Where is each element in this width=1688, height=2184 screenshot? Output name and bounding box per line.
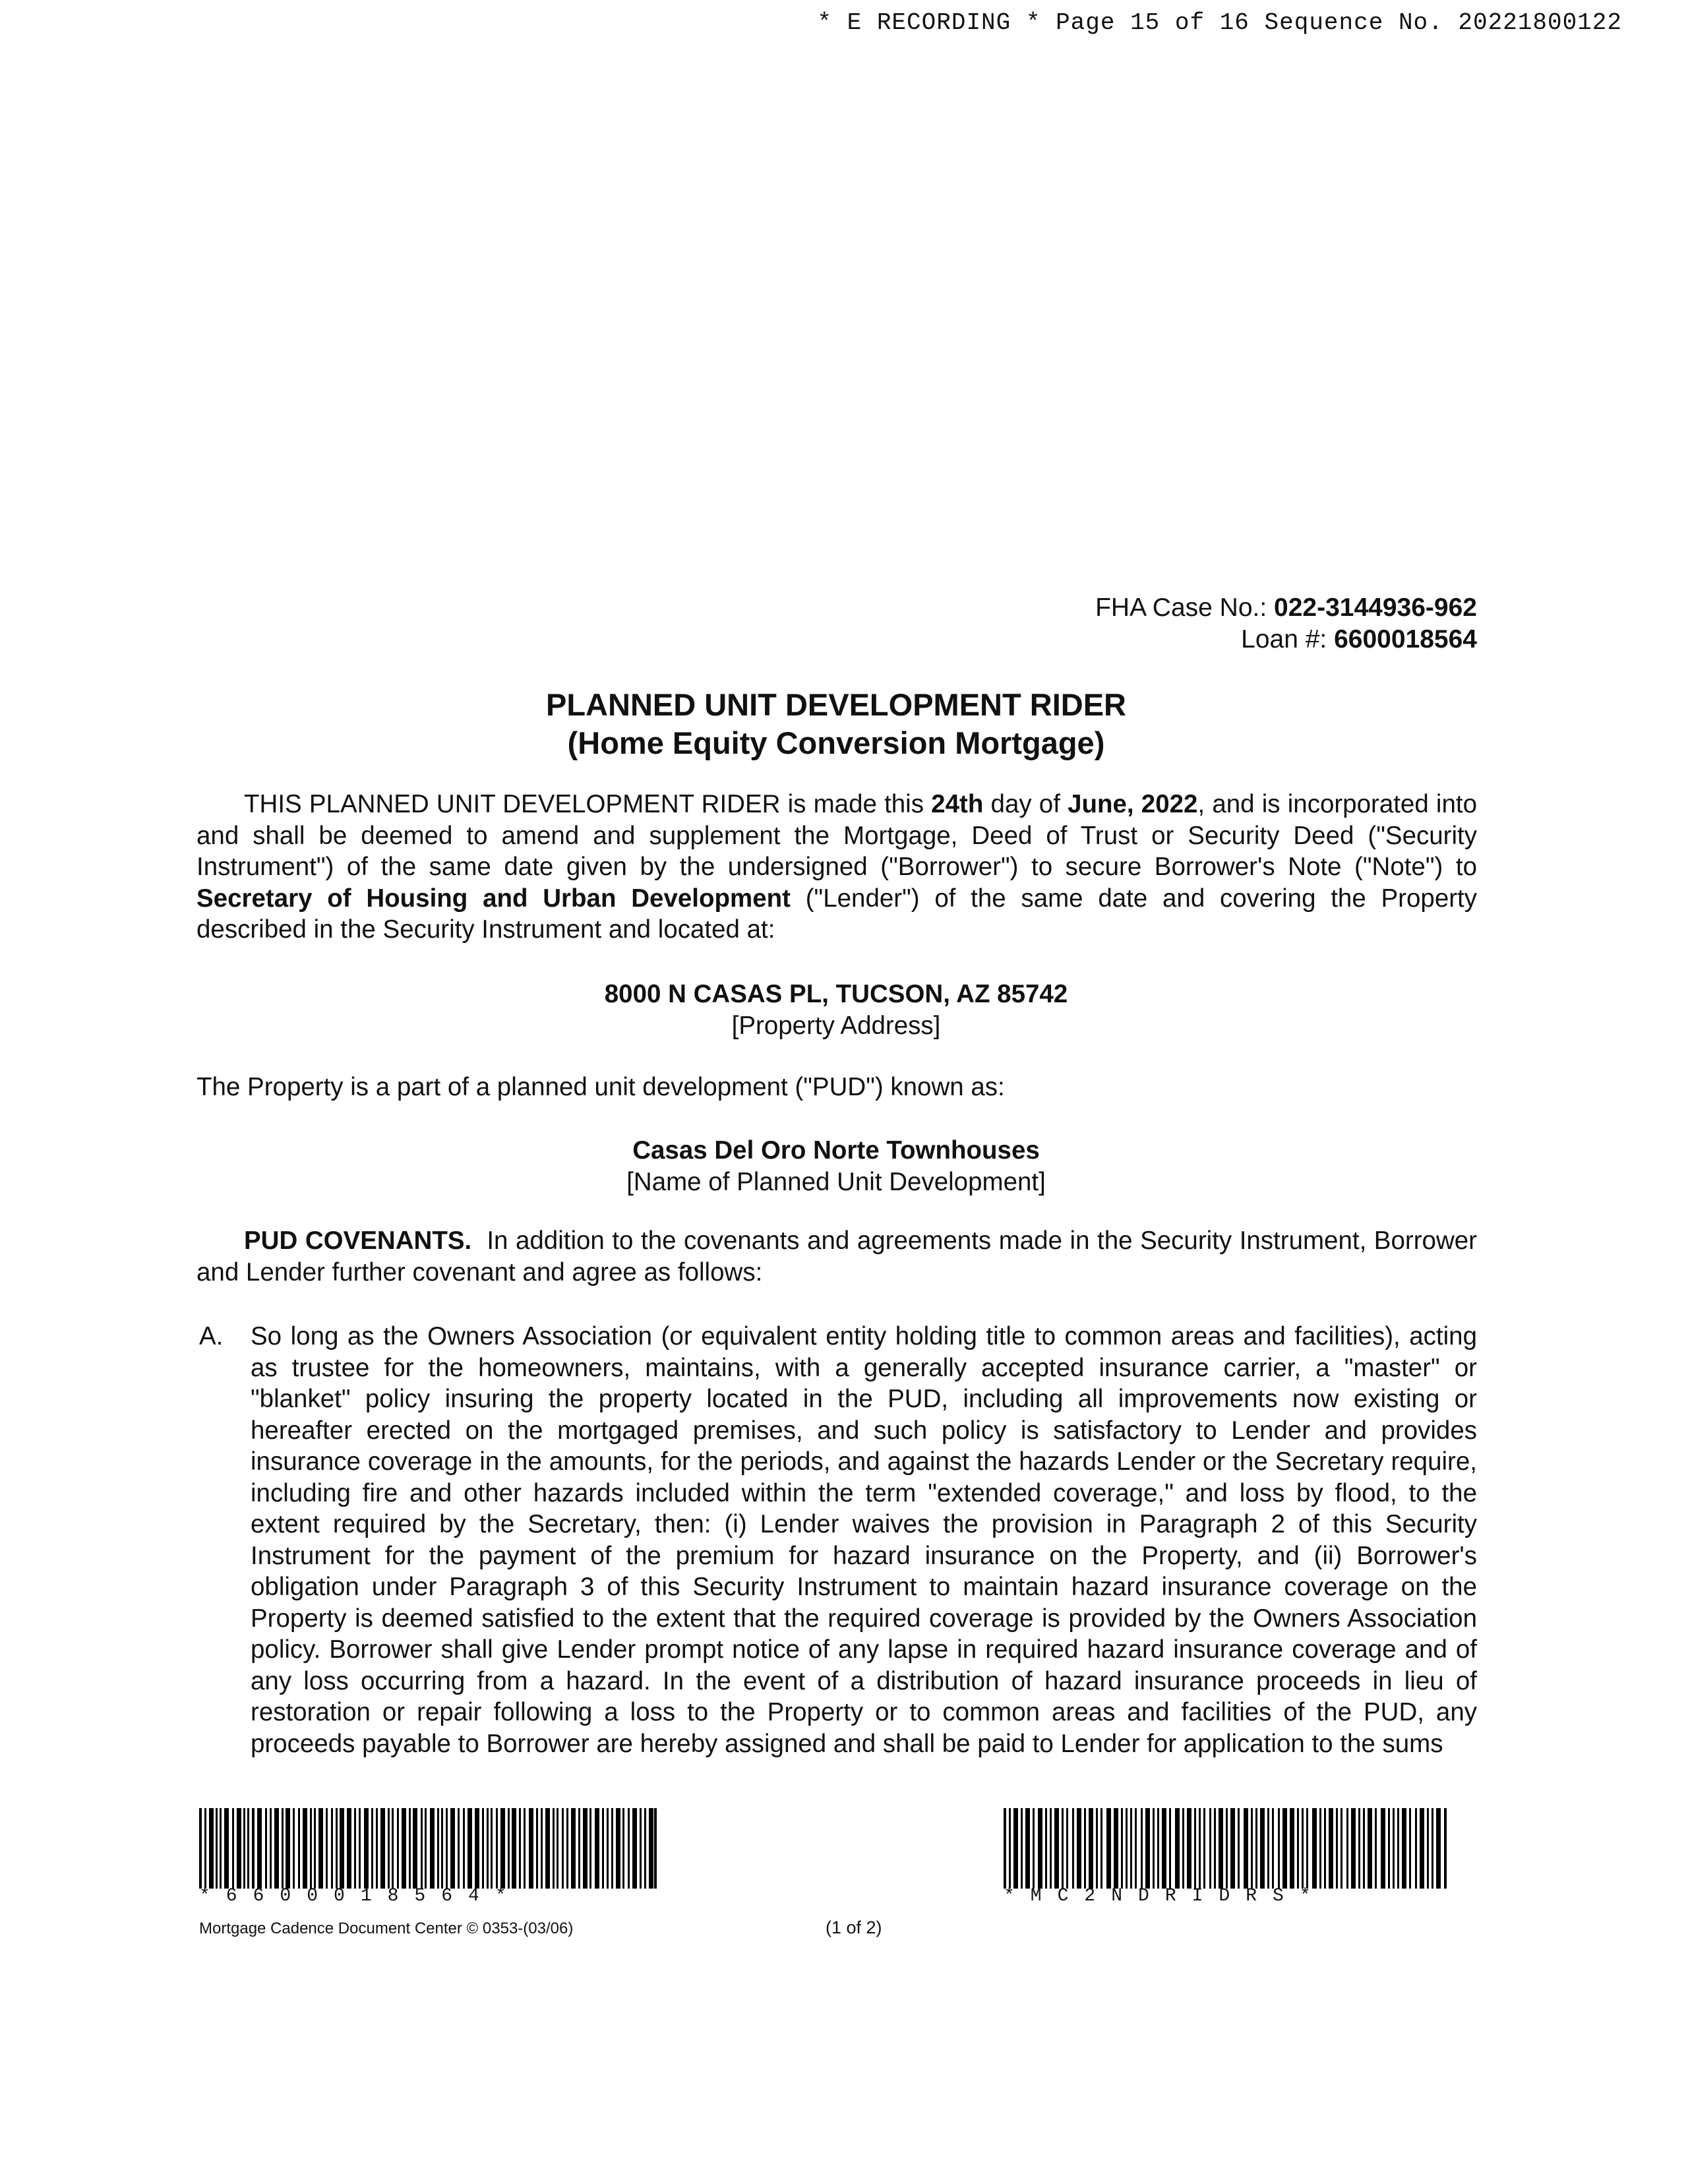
- loan-barcode-text: *6600018564*: [199, 1886, 522, 1906]
- loan-barcode: [199, 1808, 657, 1906]
- property-address: 8000 N CASAS PL, TUCSON, AZ 85742: [604, 980, 1068, 1008]
- loan-barcode-bars: [199, 1808, 657, 1889]
- form-barcode: [1004, 1808, 1449, 1906]
- pud-sentence: The Property is a part of a planned unit development ("PUD") known as:: [196, 1073, 1005, 1101]
- intro-paragraph: [196, 789, 1477, 946]
- pud-covenants-text: In addition to the covenants and agreements made in the Security Instrument, Borrower and Lender further covenant and agree as follows:: [196, 1227, 1477, 1287]
- pud-covenants-paragraph: [196, 1225, 1477, 1288]
- form-barcode-bars: [1004, 1808, 1449, 1889]
- loan-label: Loan #:: [1241, 625, 1327, 653]
- paragraph-a-label: A.: [199, 1322, 224, 1350]
- lender-name: Secretary of Housing and Urban Development: [196, 884, 791, 913]
- pud-name-caption: [Name of Planned Unit Development]: [626, 1167, 1046, 1196]
- intro-part-4: ("Lender") of the same date and covering the Property described in the Security Instrument and located at:: [196, 884, 1477, 944]
- property-address-block: [0, 979, 1672, 1041]
- fha-case-number: 022-3144936-962: [1274, 593, 1477, 622]
- pud-name-block: [0, 1135, 1672, 1198]
- intro-part-2: day of: [990, 790, 1060, 818]
- loan-line: [1095, 624, 1477, 655]
- document-center-footer: Mortgage Cadence Document Center © 0353-(03/06): [199, 1920, 574, 1937]
- case-info: [1095, 592, 1477, 655]
- pud-name: Casas Del Oro Norte Townhouses: [632, 1136, 1040, 1165]
- page-count: (1 of 2): [826, 1918, 882, 1937]
- title-line-1: PLANNED UNIT DEVELOPMENT RIDER: [546, 687, 1126, 722]
- title-line-2: (Home Equity Conversion Mortgage): [567, 725, 1105, 760]
- rider-day: 24th: [931, 790, 984, 818]
- pud-covenants-heading: PUD COVENANTS.: [244, 1227, 472, 1255]
- paragraph-a-text: So long as the Owners Association (or equivalent entity holding title to common areas and facilities), acting as trustee for the homeowners, maintains, with a generally accepted insurance carrier, a "master" or "blanket" policy insuring the property located in the PUD, including all improvements now existing or hereafter erected on the mortgaged premises, and such policy is satisfactory to Lender and provides insurance coverage in the amounts, for the periods, and against the hazards Lender or the Secretary require, including fire and other hazards included within the term "extended coverage," and loss by flood, to the extent required by the Secretary, then: (i) Lender waives the provision in Paragraph 2 of this Security Instrument for the payment of the premium for hazard insurance on the Property, and (ii) Borrower's obligation under Paragraph 3 of this Security Instrument to maintain hazard insurance coverage on the Property is deemed satisfied to the extent that the required coverage is provided by the Owners Association policy. Borrower shall give Lender prompt notice of any lapse in required hazard insurance coverage and of any loss occurring from a hazard. In the event of a distribution of hazard insurance proceeds in lieu of restoration or repair following a loss to the Property or to common areas and facilities of the PUD, any proceeds payable to Borrower are hereby assigned and shall be paid to Lender for application to the sums: [251, 1322, 1477, 1758]
- fha-case-line: [1095, 592, 1477, 624]
- rider-date: June, 2022: [1068, 790, 1198, 818]
- document-title: [0, 686, 1672, 762]
- loan-number: 6600018564: [1334, 625, 1477, 653]
- intro-part-1: THIS PLANNED UNIT DEVELOPMENT RIDER is made this: [244, 790, 924, 818]
- fha-case-label: FHA Case No.:: [1095, 593, 1267, 622]
- intro-part-3: , and is incorporated into and shall be deemed to amend and supplement the Mortgage, Deed of Trust or Security Deed ("Security Instrument") of the same date given by the undersigned ("Borrower") to secure Borrower's Note ("Note") to: [196, 790, 1478, 881]
- form-barcode-text: *MC2NDRIDRS*: [1004, 1886, 1327, 1906]
- property-address-caption: [Property Address]: [731, 1011, 941, 1040]
- recording-stamp: * E RECORDING * Page 15 of 16 Sequence No. 20221800122: [817, 9, 1622, 36]
